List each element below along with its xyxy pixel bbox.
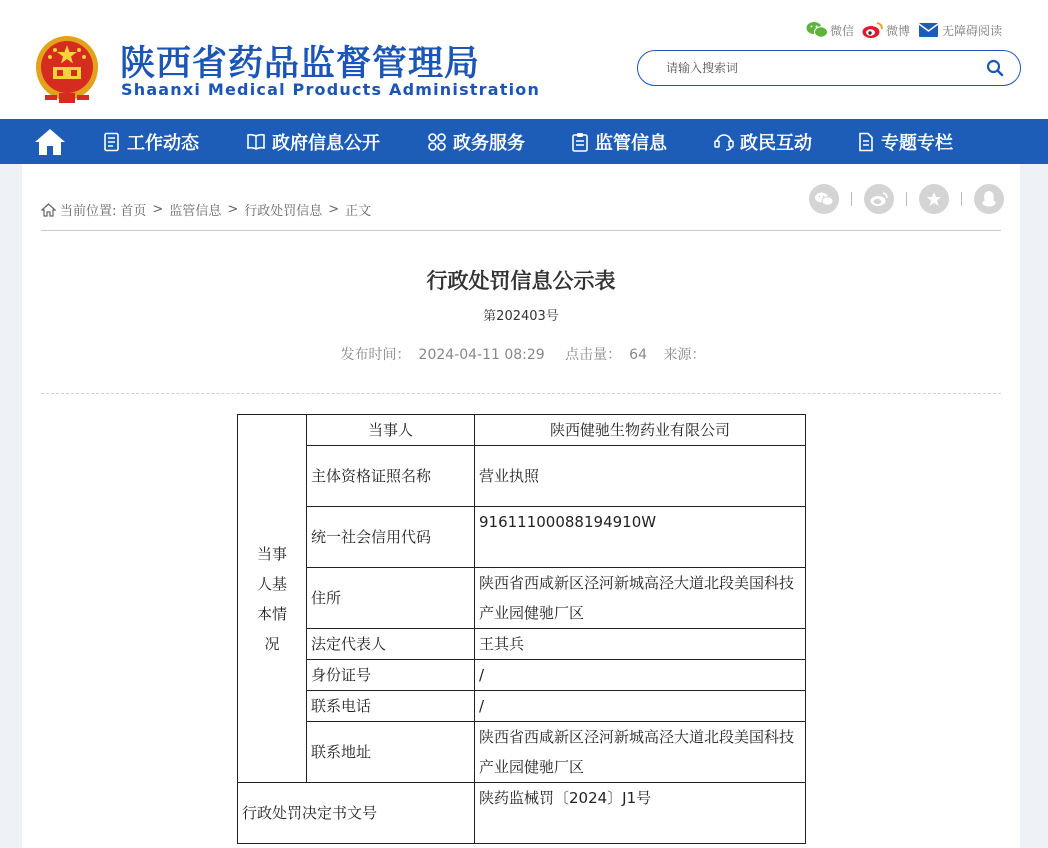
top-links — [806, 19, 1010, 41]
category-label — [252, 539, 292, 659]
grid-icon — [427, 132, 447, 152]
site-header — [0, 0, 1048, 119]
home-icon[interactable] — [34, 127, 66, 157]
home-icon — [41, 203, 56, 217]
qq-icon — [981, 190, 997, 208]
table-label-cell: 住所 — [307, 568, 475, 629]
table-value-cell: 陕药监械罚〔2024〕J1号 — [475, 783, 806, 844]
breadcrumb-separator: > — [328, 202, 340, 217]
publish-time-label: 发布时间： — [340, 347, 411, 363]
share-divider — [961, 192, 962, 206]
table-value-cell: / — [475, 691, 806, 722]
table-value-cell: 陕西省西咸新区泾河新城高泾大道北段美国科技产业园健驰厂区 — [475, 568, 806, 629]
star-icon — [926, 191, 942, 207]
document-icon — [103, 132, 121, 152]
nav-item-label: 工作动态 — [127, 132, 199, 154]
clipboard-icon — [571, 132, 589, 152]
wechat-link-label: 微信 — [830, 23, 855, 38]
main-nav — [0, 119, 1048, 164]
site-title[interactable]: 陕西省药品监督管理局 — [120, 44, 481, 84]
search-input[interactable] — [666, 59, 966, 77]
search-icon[interactable] — [986, 59, 1004, 77]
breadcrumb-separator: > — [152, 202, 164, 217]
table-value-cell: 91611100088194910W — [475, 507, 806, 568]
share-wechat-button[interactable] — [809, 184, 839, 214]
nav-item-special-topics[interactable] — [857, 119, 953, 164]
favorite-button[interactable] — [919, 184, 949, 214]
penalty-info-table — [237, 414, 806, 844]
share-qq-button[interactable] — [974, 184, 1004, 214]
nav-item-label: 监管信息 — [595, 132, 667, 154]
nav-item-interaction[interactable] — [714, 119, 812, 164]
table-row — [238, 783, 806, 844]
breadcrumb-home[interactable]: 首页 — [120, 204, 147, 219]
table-value-cell: 陕西省西咸新区泾河新城高泾大道北段美国科技产业园健驰厂区 — [475, 722, 806, 783]
table-label-cell: 当事人 — [307, 415, 475, 446]
breadcrumb-separator: > — [227, 202, 239, 217]
breadcrumb-penalty-info[interactable]: 行政处罚信息 — [244, 204, 323, 219]
divider — [41, 230, 1001, 231]
article-title: 行政处罚信息公示表 — [426, 269, 616, 293]
wechat-icon — [814, 191, 834, 207]
category-line: 本情 — [256, 604, 287, 623]
table-value-cell: 营业执照 — [475, 446, 806, 507]
table-row — [238, 507, 806, 568]
table-row — [238, 722, 806, 783]
hits-label: 点击量： — [565, 347, 622, 363]
category-line: 人基 — [256, 574, 287, 593]
share-divider — [906, 192, 907, 206]
table-row — [238, 629, 806, 660]
table-label-cell: 行政处罚决定书文号 — [238, 783, 475, 844]
nav-item-label: 政务服务 — [453, 132, 525, 154]
publish-time: 2024-04-11 08:29 — [418, 347, 545, 363]
source-label: 来源： — [663, 347, 706, 363]
article-number: 第202403号 — [483, 309, 559, 324]
weibo-icon — [862, 21, 884, 39]
weibo-icon — [869, 191, 889, 207]
nav-item-supervision[interactable] — [571, 119, 667, 164]
chat-icon — [714, 132, 734, 152]
table-label-cell: 身份证号 — [307, 660, 475, 691]
book-icon — [246, 132, 266, 152]
accessibility-link[interactable] — [918, 21, 1002, 39]
article-meta — [22, 344, 1020, 364]
table-label-cell: 联系地址 — [307, 722, 475, 783]
weibo-link-label: 微博 — [886, 23, 911, 38]
hits-count: 64 — [629, 347, 647, 363]
nav-item-work-news[interactable] — [103, 119, 199, 164]
breadcrumb-current: 正文 — [345, 204, 372, 219]
table-row — [238, 415, 806, 446]
table-row — [238, 691, 806, 722]
site-title-english[interactable]: Shaanxi Medical Products Administration — [121, 80, 541, 99]
category-line: 当事 — [256, 544, 287, 563]
table-row — [238, 568, 806, 629]
table-label-cell: 法定代表人 — [307, 629, 475, 660]
share-weibo-button[interactable] — [864, 184, 894, 214]
nav-item-gov-services[interactable] — [427, 119, 525, 164]
table-row — [238, 660, 806, 691]
nav-item-label: 专题专栏 — [881, 132, 953, 154]
category-line: 况 — [264, 634, 280, 653]
table-label-cell: 联系电话 — [307, 691, 475, 722]
share-divider — [851, 192, 852, 206]
wechat-icon — [806, 21, 828, 39]
divider — [41, 393, 1001, 394]
category-cell — [238, 415, 307, 783]
table-label-cell: 统一社会信用代码 — [307, 507, 475, 568]
share-bar — [809, 183, 1004, 215]
table-value-cell: 王其兵 — [475, 629, 806, 660]
search-box — [637, 50, 1021, 86]
mail-icon — [918, 21, 940, 39]
accessibility-link-label: 无障碍阅读 — [942, 23, 1003, 38]
nav-item-gov-info[interactable] — [246, 119, 380, 164]
weibo-link[interactable] — [862, 21, 910, 39]
table-row — [238, 446, 806, 507]
breadcrumb — [41, 200, 371, 219]
breadcrumb-prefix: 当前位置: — [60, 204, 117, 219]
breadcrumb-supervision[interactable]: 监管信息 — [169, 204, 222, 219]
table-value-cell: / — [475, 660, 806, 691]
file-icon — [857, 132, 875, 152]
nav-item-label: 政民互动 — [740, 132, 812, 154]
wechat-link[interactable] — [806, 21, 854, 39]
table-value-cell: 陕西健驰生物药业有限公司 — [475, 415, 806, 446]
national-emblem-icon[interactable] — [33, 33, 101, 105]
table-label-cell: 主体资格证照名称 — [307, 446, 475, 507]
content-panel — [22, 164, 1020, 848]
nav-item-label: 政府信息公开 — [272, 132, 380, 154]
